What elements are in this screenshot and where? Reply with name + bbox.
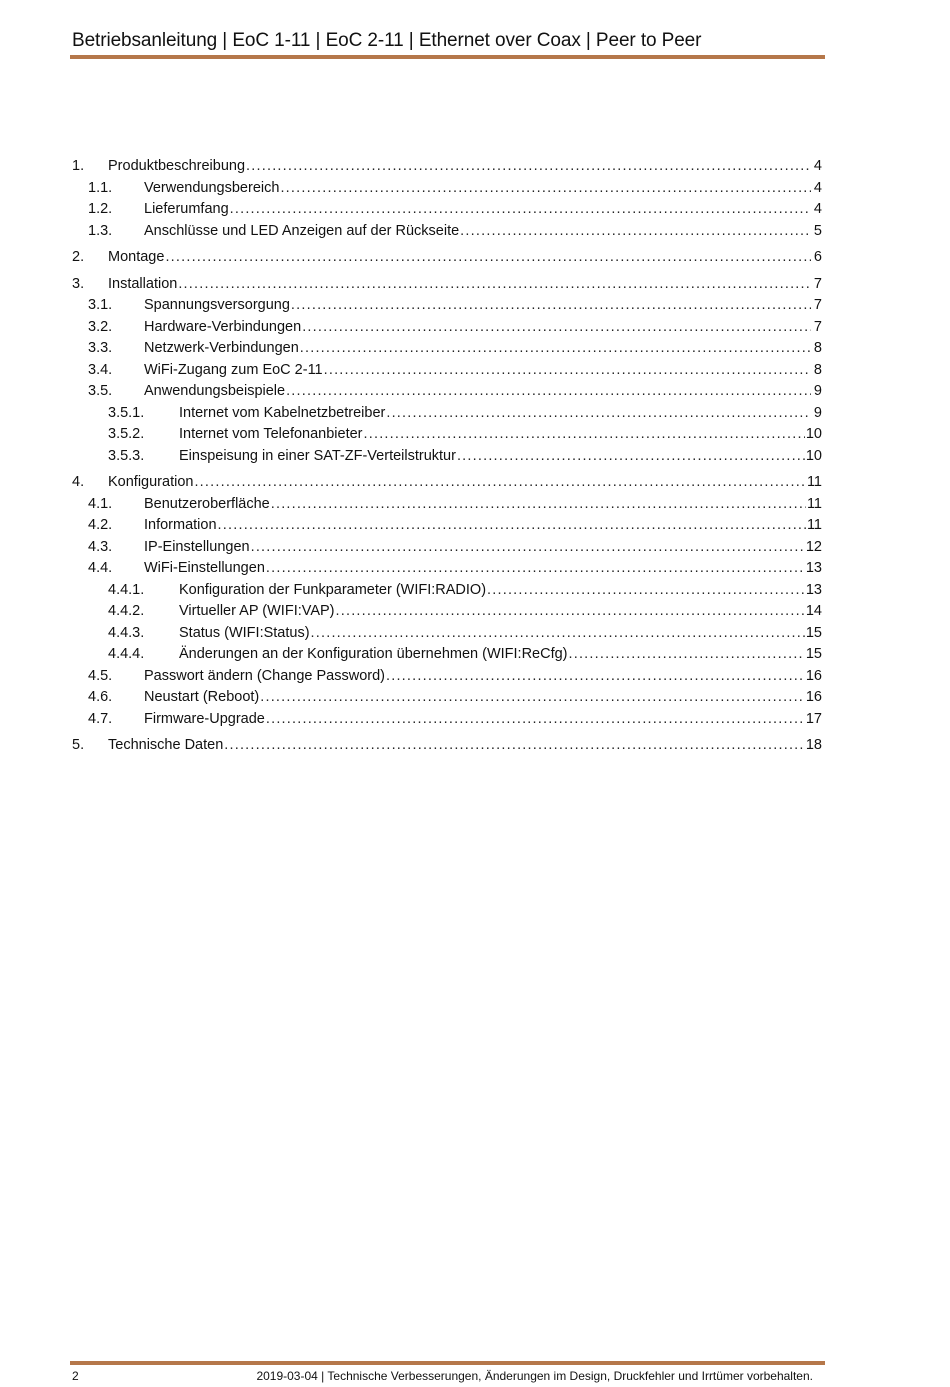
toc-entry-title: Änderungen an der Konfiguration übernehmen (WIFI:ReCfg): [179, 646, 568, 662]
toc-entry-title: Einspeisung in einer SAT-ZF-Verteilstruktur: [179, 447, 456, 464]
footer-disclaimer: 2019-03-04 | Technische Verbesserungen, Änderungen im Design, Druckfehler und Irrtümer vorbehalten.: [256, 1369, 813, 1383]
toc-entry-number: 4.1.: [88, 495, 113, 512]
toc-entry-title: Benutzeroberfläche: [144, 495, 270, 512]
toc-entry-title: Technische Daten: [108, 737, 224, 753]
toc-entry-title: Information: [144, 517, 217, 533]
toc-entry-number: 4.7.: [88, 710, 113, 727]
toc-entry-number: 5.: [72, 737, 85, 753]
document-title: Betriebsanleitung | EoC 1-11 | EoC 2-11 | Ethernet over Coax | Peer to Peer: [72, 30, 702, 51]
toc-entry-page: 13: [805, 560, 822, 576]
toc-dot-leader: [266, 709, 805, 731]
toc-dot-leader: [487, 580, 805, 602]
toc-entry-title: Internet vom Telefonanbieter: [179, 426, 363, 442]
toc-entry[interactable]: [72, 403, 822, 425]
toc-entry-number: 3.5.2.: [108, 426, 145, 442]
toc-dot-leader: [165, 247, 811, 269]
toc-dot-leader: [302, 317, 811, 339]
toc-entry-number: 4.4.4.: [108, 646, 145, 662]
toc-entry[interactable]: [72, 295, 822, 317]
toc-entry[interactable]: [72, 537, 822, 559]
toc-entry-number: 1.2.: [88, 201, 113, 217]
toc-dot-leader: [230, 199, 811, 221]
toc-entry[interactable]: [72, 178, 822, 200]
header-divider: [70, 55, 825, 59]
toc-entry-title: Spannungsversorgung: [144, 297, 290, 313]
toc-entry-page: 14: [805, 603, 822, 619]
toc-entry-number: 3.1.: [88, 297, 113, 313]
toc-dot-leader: [336, 601, 805, 623]
toc-dot-leader: [300, 338, 811, 360]
toc-entry[interactable]: [72, 338, 822, 360]
toc-entry-title: Netzwerk-Verbindungen: [144, 340, 299, 356]
toc-entry-title: Anwendungsbeispiele: [144, 383, 286, 399]
footer-divider: [70, 1361, 825, 1365]
toc-entry[interactable]: [72, 446, 822, 468]
toc-entry-page: 15: [805, 646, 822, 662]
toc-entry-page: 13: [805, 581, 822, 598]
toc-entry[interactable]: [72, 687, 822, 709]
toc-entry-title: Verwendungsbereich: [144, 179, 280, 196]
toc-entry-page: 5: [813, 222, 822, 239]
toc-dot-leader: [218, 515, 806, 537]
toc-dot-leader: [266, 558, 805, 580]
toc-entry-title: Firmware-Upgrade: [144, 710, 265, 727]
toc-entry-title: WiFi-Einstellungen: [144, 560, 265, 576]
toc-entry[interactable]: [72, 558, 822, 580]
toc-entry-number: 4.: [72, 474, 85, 490]
toc-dot-leader: [291, 295, 811, 317]
toc-entry-page: 8: [813, 340, 822, 356]
toc-entry-number: 3.4.: [88, 361, 113, 378]
toc-entry[interactable]: [72, 274, 822, 296]
toc-entry-page: 12: [805, 538, 822, 555]
toc-dot-leader: [280, 178, 811, 200]
toc-entry-page: 6: [813, 249, 822, 265]
toc-entry[interactable]: [72, 424, 822, 446]
toc-entry-page: 10: [805, 447, 822, 464]
toc-entry-title: Anschlüsse und LED Anzeigen auf der Rückseite: [144, 222, 460, 239]
toc-entry[interactable]: [72, 156, 822, 178]
toc-entry-page: 17: [805, 710, 822, 727]
toc-entry[interactable]: [72, 247, 822, 269]
toc-entry-number: 3.5.3.: [108, 447, 145, 464]
toc-entry-title: Neustart (Reboot): [144, 689, 260, 705]
toc-entry-number: 3.: [72, 275, 85, 292]
toc-dot-leader: [178, 274, 811, 296]
page-header: [72, 28, 824, 54]
toc-entry-page: 16: [805, 689, 822, 705]
table-of-contents: [72, 156, 822, 757]
toc-dot-leader: [364, 424, 805, 446]
toc-entry-page: 4: [813, 179, 822, 196]
toc-dot-leader: [194, 472, 805, 494]
toc-entry-page: 4: [813, 158, 822, 174]
toc-entry[interactable]: [72, 317, 822, 339]
toc-entry-number: 4.3.: [88, 538, 113, 555]
footer-page-number: 2: [72, 1369, 79, 1383]
toc-entry-title: Konfiguration: [108, 474, 194, 490]
toc-entry-title: Installation: [108, 275, 178, 292]
toc-dot-leader: [251, 537, 805, 559]
toc-entry-title: WiFi-Zugang zum EoC 2-11: [144, 361, 323, 378]
toc-entry[interactable]: [72, 472, 822, 494]
toc-entry-title: Status (WIFI:Status): [179, 624, 310, 641]
toc-entry-page: 7: [813, 297, 822, 313]
toc-dot-leader: [224, 735, 805, 757]
toc-entry-number: 4.6.: [88, 689, 113, 705]
toc-entry-page: 15: [805, 624, 822, 641]
toc-dot-leader: [386, 666, 805, 688]
toc-entry-number: 4.4.3.: [108, 624, 145, 641]
toc-entry-number: 4.2.: [88, 517, 113, 533]
toc-entry-title: IP-Einstellungen: [144, 538, 250, 555]
toc-entry-page: 11: [806, 517, 822, 533]
toc-entry-title: Konfiguration der Funkparameter (WIFI:RADIO): [179, 581, 487, 598]
toc-entry-page: 8: [813, 361, 822, 378]
toc-dot-leader: [460, 221, 811, 243]
toc-entry[interactable]: [72, 623, 822, 645]
toc-dot-leader: [246, 156, 811, 178]
toc-entry-title: Internet vom Kabelnetzbetreiber: [179, 404, 386, 421]
toc-entry-title: Passwort ändern (Change Password): [144, 667, 385, 684]
toc-entry-number: 3.5.1.: [108, 404, 145, 421]
toc-dot-leader: [286, 381, 811, 403]
toc-entry[interactable]: [72, 601, 822, 623]
toc-entry[interactable]: [72, 515, 822, 537]
toc-dot-leader: [311, 623, 805, 645]
toc-entry-title: Montage: [108, 249, 165, 265]
toc-dot-leader: [260, 687, 805, 709]
toc-entry[interactable]: [72, 709, 822, 731]
toc-dot-leader: [324, 360, 811, 382]
toc-entry-page: 11: [806, 495, 822, 512]
toc-entry-page: 11: [806, 474, 822, 490]
toc-entry-number: 3.3.: [88, 340, 113, 356]
toc-entry-number: 2.: [72, 249, 85, 265]
toc-entry[interactable]: [72, 360, 822, 382]
toc-entry-number: 4.4.2.: [108, 603, 145, 619]
toc-entry-title: Hardware-Verbindungen: [144, 318, 302, 335]
toc-entry-page: 10: [805, 426, 822, 442]
toc-entry[interactable]: [72, 580, 822, 602]
toc-dot-leader: [386, 403, 811, 425]
toc-entry-number: 3.2.: [88, 318, 113, 335]
toc-entry-page: 9: [813, 404, 822, 421]
toc-entry-number: 1.1.: [88, 179, 113, 196]
toc-entry-number: 4.4.: [88, 560, 113, 576]
toc-entry-page: 9: [813, 383, 822, 399]
toc-entry[interactable]: [72, 199, 822, 221]
toc-entry[interactable]: [72, 381, 822, 403]
toc-entry-number: 4.5.: [88, 667, 113, 684]
toc-entry-number: 3.5.: [88, 383, 113, 399]
toc-entry-number: 1.: [72, 158, 85, 174]
toc-dot-leader: [271, 494, 806, 516]
toc-entry-page: 18: [805, 737, 822, 753]
toc-entry-page: 7: [813, 275, 822, 292]
toc-entry-title: Lieferumfang: [144, 201, 229, 217]
toc-dot-leader: [457, 446, 805, 468]
toc-dot-leader: [569, 644, 805, 666]
toc-entry-page: 7: [813, 318, 822, 335]
toc-entry[interactable]: [72, 735, 822, 757]
toc-entry-title: Virtueller AP (WIFI:VAP): [179, 603, 335, 619]
toc-entry-page: 16: [805, 667, 822, 684]
toc-entry[interactable]: [72, 221, 822, 243]
toc-entry[interactable]: [72, 494, 822, 516]
toc-entry[interactable]: [72, 644, 822, 666]
toc-entry[interactable]: [72, 666, 822, 688]
toc-entry-page: 4: [813, 201, 822, 217]
toc-entry-number: 1.3.: [88, 222, 113, 239]
toc-entry-number: 4.4.1.: [108, 581, 145, 598]
toc-entry-title: Produktbeschreibung: [108, 158, 246, 174]
